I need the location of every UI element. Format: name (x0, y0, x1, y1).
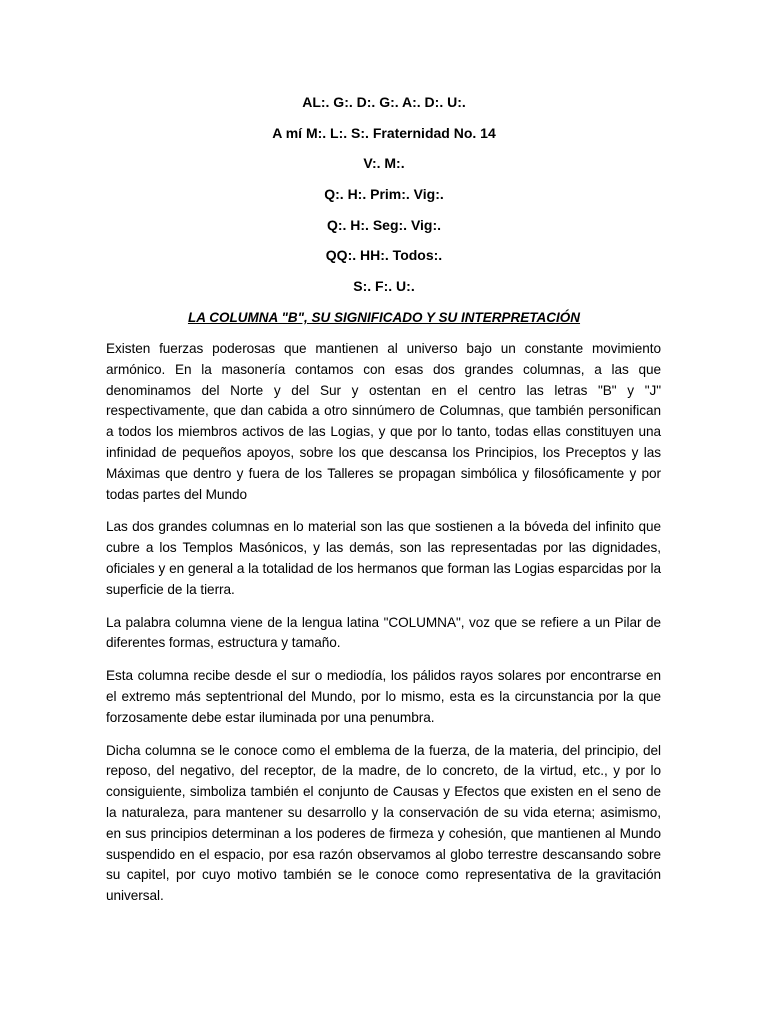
body-paragraph: La palabra columna viene de la lengua latina "COLUMNA", voz que se refiere a un Pilar de diferentes formas, estructura y tamaño. (106, 614, 661, 651)
salutation-line-gadu: AL:. G:. D:. G:. A:. D:. U:. (302, 94, 466, 110)
salutation-line-first-warden: Q:. H:. Prim:. Vig:. (324, 186, 444, 203)
body-paragraph: Esta columna recibe desde el sur o mediodía, los pálidos rayos solares por encontrarse en el extremo más septentrional del Mundo, por lo mismo, esta es la circunstancia por la que forzosamente debe estar iluminada por una penumbra. (106, 668, 661, 725)
document-title: LA COLUMNA "B", SU SIGNIFICADO Y SU INTERPRETACIÓN (187, 310, 581, 325)
body-paragraph: Dicha columna se le conoce como el emblema de la fuerza, de la materia, del principio, del reposo, del negativo, del receptor, de la madre, de lo concreto, de la virtud, etc., y por lo consiguiente, simboliza también el conjunto de Causas y Efectos que existen en el seno de la naturaleza, para mantener su desarrollo y la conservación de su vida eterna; asimismo, en sus principios determinan a los poderes de firmeza y cohesión, que mantienen al Mundo suspendido en el espacio, por esa razón observamos al globo terrestre descansando sobre su capitel, por cuyo motivo también se le conoce como representativa de la gravitación universal. (106, 742, 661, 904)
body-paragraph: Las dos grandes columnas en lo material son las que sostienen a la bóveda del infinito que cubre a los Templos Masónicos, y las demás, son las representadas por las dignidades, oficiales y en general a la totalidad de los hermanos que forman las Logias esparcidas por la superficie de la tierra. (106, 519, 661, 597)
salutation-header (0, 92, 768, 307)
salutation-line-lodge: A mí M:. L:. S:. Fraternidad No. 14 (272, 124, 496, 141)
document-body (106, 339, 661, 919)
salutation-line-all-brothers: QQ:. HH:. Todos:. (325, 247, 443, 264)
body-paragraph: Existen fuerzas poderosas que mantienen al universo bajo un constante movimiento armónico. En la masonería contamos con esas dos grandes columnas, a las que denominamos del Norte y del Sur y ostentan en el centro las letras "B" y "J" respectivamente, que dan cabida a otro sinnúmero de Columnas, que también personifican a todos los miembros activos de las Logias, y que por lo tanto, todas ellas constituyen una infinidad de pequeños apoyos, sobre los que descansa los Principios, los Preceptos y las Máximas que dentro y fuera de los Talleres se propagan simbólica y filosóficamente y por todas partes del Mundo (106, 341, 661, 502)
salutation-line-second-warden: Q:. H:. Seg:. Vig:. (326, 216, 442, 233)
salutation-line-sfu: S:. F:. U:. (353, 278, 415, 295)
salutation-line-vm: V:. M:. (363, 155, 405, 172)
